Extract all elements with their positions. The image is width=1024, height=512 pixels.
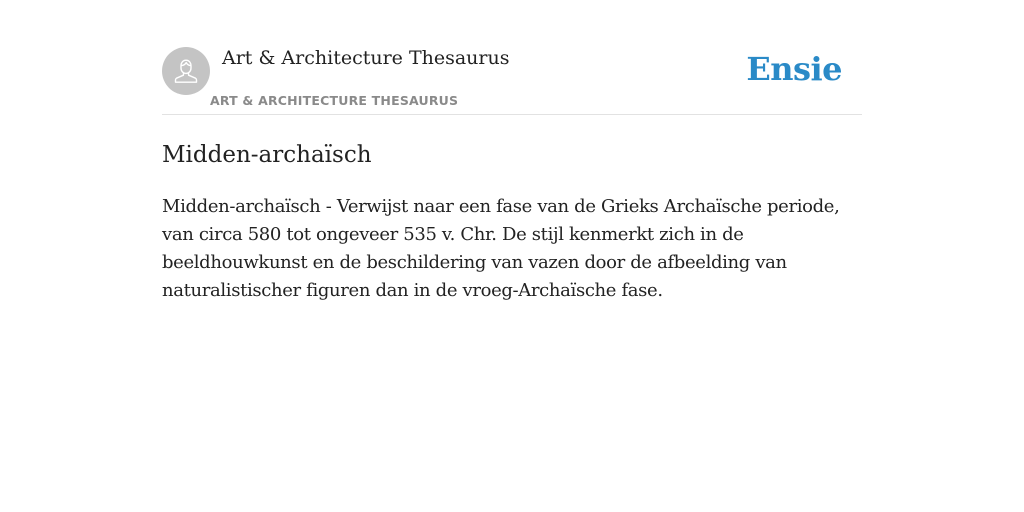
- definition-text: Midden-archaïsch - Verwijst naar een fase van de Grieks Archaïsche periode, van circa 580 tot ongeveer 535 v. Chr. De stijl kenmerkt zich in de beeldhouwkunst en de beschildering van vazen door de afbeelding van naturalistischer figuren dan in de vroeg-Archaïsche fase.: [162, 196, 840, 301]
- page-title: Midden-archaïsch: [162, 142, 372, 168]
- author-source-label: ART & ARCHITECTURE THESAURUS: [210, 93, 459, 108]
- ensie-logo[interactable]: Ensie: [746, 50, 842, 88]
- author-name[interactable]: Art & Architecture Thesaurus: [222, 47, 510, 69]
- user-avatar-icon: [171, 56, 201, 86]
- author-header: [162, 0, 862, 115]
- avatar[interactable]: [162, 47, 210, 95]
- page-container: [162, 0, 862, 305]
